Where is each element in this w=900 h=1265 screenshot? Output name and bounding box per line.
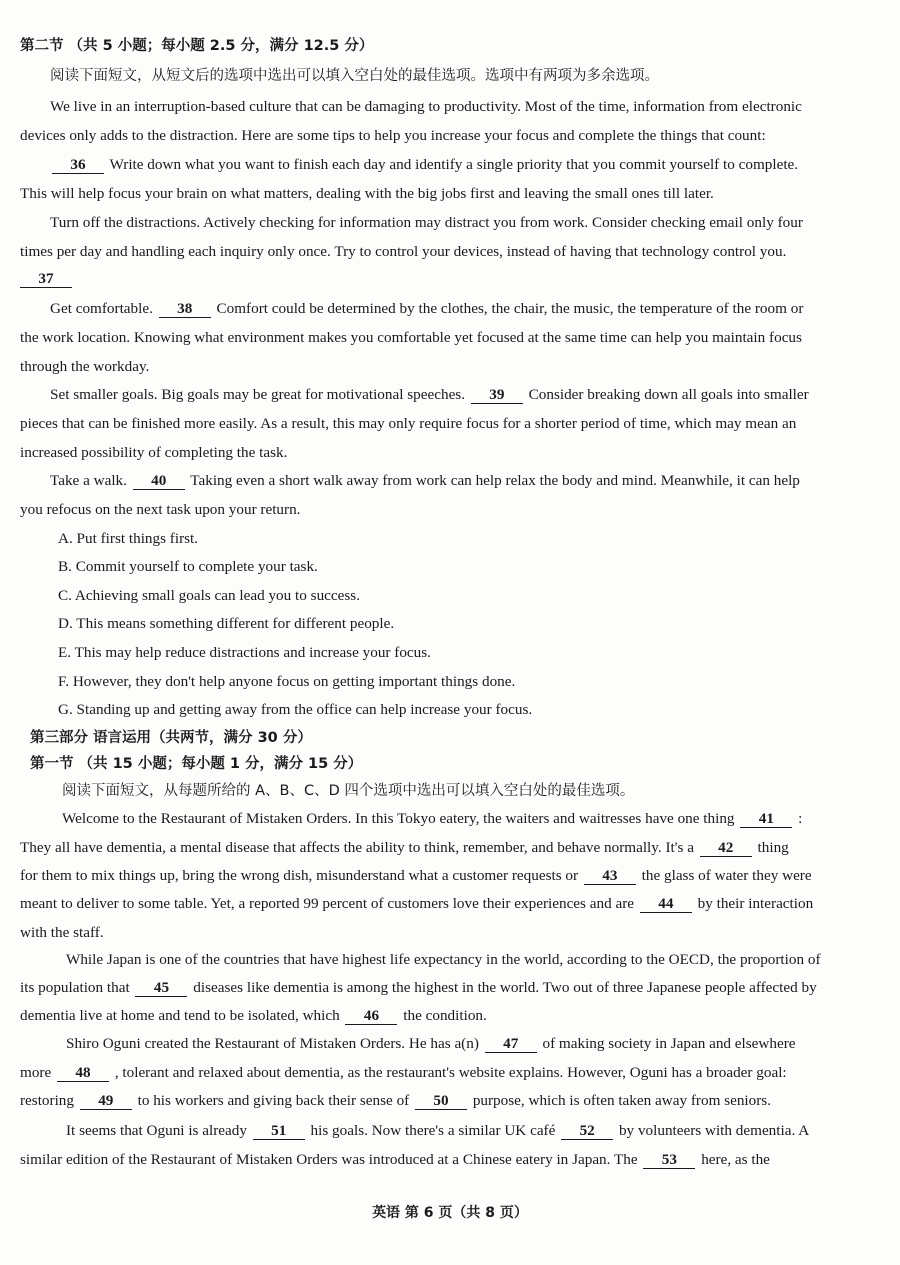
passage-text: here, as the <box>701 1151 770 1168</box>
blank-42[interactable]: 42 <box>700 839 752 857</box>
blank-52[interactable]: 52 <box>561 1122 613 1140</box>
option-e[interactable]: E. This may help reduce distractions and increase your focus. <box>58 644 431 661</box>
cloze-line <box>20 1150 880 1170</box>
passage-3-line: times per day and handling each inquiry only once. Try to control your devices, instead of having that technology control you. <box>20 243 787 260</box>
cloze-line <box>20 1063 880 1083</box>
blank-37[interactable]: 37 <box>20 270 72 288</box>
passage-text: diseases like dementia is among the highest in the world. Two out of three Japanese people affected by <box>193 979 817 996</box>
passage-text: thing <box>757 839 789 856</box>
cloze-line: While Japan is one of the countries that have highest life expectancy in the world, according to the OECD, the proportion of <box>66 951 821 968</box>
blank-46[interactable]: 46 <box>345 1007 397 1025</box>
passage-5-line <box>50 385 880 405</box>
option-d[interactable]: D. This means something different for different people. <box>58 615 395 632</box>
passage-text: Consider breaking down all goals into smaller <box>528 386 809 403</box>
passage-text: of making society in Japan and elsewhere <box>542 1035 796 1052</box>
passage-text: similar edition of the Restaurant of Mistaken Orders was introduced at a Chinese eatery in Japan. The <box>20 1151 638 1168</box>
cloze-line <box>20 838 880 858</box>
blank-51[interactable]: 51 <box>253 1122 305 1140</box>
passage-text: purpose, which is often taken away from seniors. <box>472 1092 772 1109</box>
passage-6-line: you refocus on the next task upon your return. <box>20 501 301 518</box>
passage-text: the glass of water they were <box>641 867 812 884</box>
cloze-line: with the staff. <box>20 924 104 941</box>
blank-36[interactable]: 36 <box>52 156 104 174</box>
part-3-section-1-title: 第一节 （共 15 小题；每小题 1 分，满分 15 分） <box>30 756 363 772</box>
cloze-line <box>20 978 880 998</box>
blank-53[interactable]: 53 <box>643 1151 695 1169</box>
blank-40[interactable]: 40 <box>133 472 185 490</box>
passage-3-line: Turn off the distractions. Actively checking for information may distract you from work. Consider checking email only four <box>50 214 803 231</box>
passage-text: by volunteers with dementia. A <box>618 1122 810 1139</box>
passage-text: to his workers and giving back their sense of <box>137 1092 410 1109</box>
passage-text: for them to mix things up, bring the wrong dish, misunderstand what a customer requests or <box>20 867 579 884</box>
cloze-line <box>20 1006 880 1026</box>
blank-47[interactable]: 47 <box>485 1035 537 1053</box>
option-a[interactable]: A. Put first things first. <box>58 530 199 547</box>
cloze-line <box>66 1034 880 1054</box>
passage-text: Take a walk. <box>50 472 127 489</box>
cloze-line <box>20 1091 880 1111</box>
passage-text: Shiro Oguni created the Restaurant of Mistaken Orders. He has a(n) <box>66 1035 479 1052</box>
blank-44[interactable]: 44 <box>640 895 692 913</box>
cloze-line <box>62 809 880 829</box>
passage-text: Get comfortable. <box>50 300 153 317</box>
blank-43[interactable]: 43 <box>584 867 636 885</box>
blank-49[interactable]: 49 <box>80 1092 132 1110</box>
passage-4-line: through the workday. <box>20 358 150 375</box>
passage-3-line <box>20 269 880 289</box>
passage-text: more <box>20 1064 52 1081</box>
passage-4-line: the work location. Knowing what environment makes you comfortable yet focused at the same time can help you maintain focus <box>20 329 802 346</box>
blank-41[interactable]: 41 <box>740 810 792 828</box>
part-3-instruction: 阅读下面短文，从每题所给的 A、B、C、D 四个选项中选出可以填入空白处的最佳选项。 <box>62 783 635 799</box>
blank-39[interactable]: 39 <box>471 386 523 404</box>
passage-6-line <box>50 471 880 491</box>
option-f[interactable]: F. However, they don't help anyone focus on getting important things done. <box>58 673 516 690</box>
option-g[interactable]: G. Standing up and getting away from the office can help increase your focus. <box>58 701 533 718</box>
passage-5-line: pieces that can be finished more easily. As a result, this may only require focus for a shorter period of time, which may mean an <box>20 415 797 432</box>
passage-1-line: devices only adds to the distraction. Here are some tips to help you increase your focus and complete the things that count: <box>20 127 766 144</box>
blank-48[interactable]: 48 <box>57 1064 109 1082</box>
passage-text: the condition. <box>403 1007 487 1024</box>
cloze-line <box>20 894 880 914</box>
passage-text: Comfort could be determined by the clothes, the chair, the music, the temperature of the room or <box>216 300 804 317</box>
passage-text: : <box>798 810 803 827</box>
passage-text: by their interaction <box>697 895 814 912</box>
option-c[interactable]: C. Achieving small goals can lead you to success. <box>58 587 360 604</box>
passage-2-line <box>50 155 880 175</box>
blank-38[interactable]: 38 <box>159 300 211 318</box>
passage-1-line: We live in an interruption-based culture that can be damaging to productivity. Most of the time, information from electronic <box>50 98 802 115</box>
passage-text: Taking even a short walk away from work can help relax the body and mind. Meanwhile, it can help <box>190 472 800 489</box>
passage-text: its population that <box>20 979 130 996</box>
part-3-title: 第三部分 语言运用（共两节，满分 30 分） <box>30 730 312 746</box>
passage-text: It seems that Oguni is already <box>66 1122 247 1139</box>
passage-5-line: increased possibility of completing the task. <box>20 444 288 461</box>
passage-text: Set smaller goals. Big goals may be great for motivational speeches. <box>50 386 466 403</box>
cloze-line <box>66 1121 880 1141</box>
blank-50[interactable]: 50 <box>415 1092 467 1110</box>
passage-4-line <box>50 299 880 319</box>
passage-text: dementia live at home and tend to be isolated, which <box>20 1007 340 1024</box>
passage-text: Welcome to the Restaurant of Mistaken Orders. In this Tokyo eatery, the waiters and waitresses have one thing <box>62 810 735 827</box>
passage-text: Write down what you want to finish each day and identify a single priority that you commit yourself to complete. <box>109 156 799 173</box>
passage-text: , tolerant and relaxed about dementia, as the restaurant's website explains. However, Oguni has a broader goal: <box>114 1064 787 1081</box>
passage-text: They all have dementia, a mental disease that affects the ability to think, remember, and behave normally. It's a <box>20 839 694 856</box>
passage-text: meant to deliver to some table. Yet, a reported 99 percent of customers love their experiences and are <box>20 895 635 912</box>
passage-text: restoring <box>20 1092 74 1109</box>
cloze-line <box>20 866 880 886</box>
section-2-title: 第二节 （共 5 小题；每小题 2.5 分，满分 12.5 分） <box>20 38 374 54</box>
option-b[interactable]: B. Commit yourself to complete your task. <box>58 558 318 575</box>
passage-text: his goals. Now there's a similar UK café <box>310 1122 556 1139</box>
passage-2-line: This will help focus your brain on what matters, dealing with the big jobs first and leaving the small ones till later. <box>20 185 714 202</box>
page-footer: 英语 第 6 页（共 8 页） <box>372 1205 528 1221</box>
blank-45[interactable]: 45 <box>135 979 187 997</box>
section-2-instruction: 阅读下面短文，从短文后的选项中选出可以填入空白处的最佳选项。选项中有两项为多余选项。 <box>50 68 659 84</box>
